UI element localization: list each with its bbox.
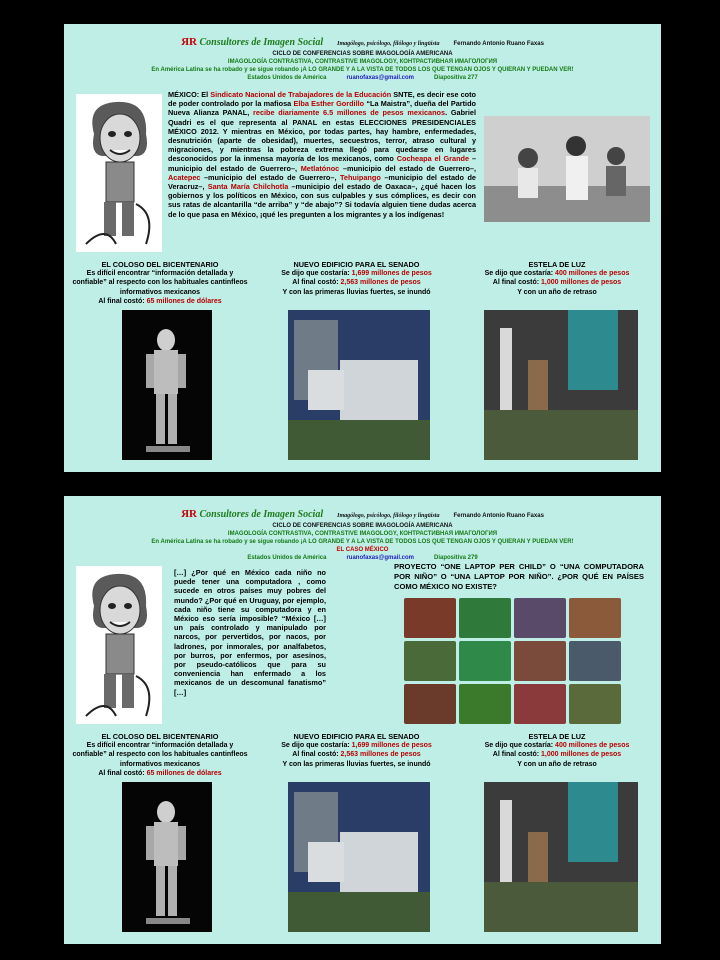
senate-building-photo xyxy=(288,310,430,460)
olpc-photo xyxy=(404,598,456,638)
planned-cost: 400 millones de pesos xyxy=(555,270,630,278)
planned-cost: 1,699 millones de pesos xyxy=(351,742,432,750)
slide-header xyxy=(64,508,661,562)
olpc-photo xyxy=(514,641,566,681)
olpc-photo-grid xyxy=(404,598,622,726)
final-cost: 65 millones de dólares xyxy=(146,769,222,777)
col-title: ESTELA DE LUZ xyxy=(528,732,586,741)
olpc-photo xyxy=(459,598,511,638)
caricature-image xyxy=(76,566,162,724)
col-title: NUEVO EDIFICIO PARA EL SENADO xyxy=(293,732,420,741)
col-title: ESTELA DE LUZ xyxy=(528,260,586,269)
children-photo xyxy=(484,116,650,222)
olpc-photo xyxy=(514,598,566,638)
conference-cycle: CICLO DE CONFERENCIAS SOBRE IMAGOLOGÍA AMERICANA xyxy=(272,51,453,57)
location: Estados Unidos de América xyxy=(247,75,327,81)
col-coloso: EL COLOSO DEL BICENTENARIO Es difícil encontrar “información detallada y confiable” al respecto con los habituales cantinfleos informativos mexicanos Al final costó: 65 millones de dólares xyxy=(70,260,250,306)
col-estela: ESTELA DE LUZ Se dijo que costaría: 400 millones de pesos Al final costó: 1,000 millones de pesos Y con un año de retraso xyxy=(464,260,650,297)
olpc-title: PROYECTO “ONE LAPTOP PER CHILD” O “UNA COMPUTADORA POR NIÑO” O “UNA LAPTOP POR NIÑO”. ¿POR QUÉ EN PAÍSES COMO MÉXICO NO EXISTE? xyxy=(394,562,644,591)
brand-logo: ЯR Consultores de Imagen Social xyxy=(181,508,324,520)
senate-building-photo xyxy=(288,782,430,932)
slogan: En América Latina se ha robado y se sigue robando ¡A LO GRANDE Y A LA VISTA DE TODOS LOS QUE TENGAN OJOS Y QUIERAN Y PUEDAN VER! xyxy=(151,539,574,545)
slide-header xyxy=(64,36,661,82)
final-cost: 1,000 millones de pesos xyxy=(541,751,622,759)
statue-photo xyxy=(122,310,212,460)
imagology-line: IMAGOLOGÍA CONTRASTIVA, CONTRASTIVE IMAGOLOGY, КОНТРАСТИВНАЯ ИМАГОЛОГИЯ xyxy=(227,59,498,65)
imagology-line: IMAGOLOGÍA CONTRASTIVA, CONTRASTIVE IMAGOLOGY, КОНТРАСТИВНАЯ ИМАГОЛОГИЯ xyxy=(227,531,498,537)
estela-de-luz-photo xyxy=(484,782,638,932)
final-cost: 65 millones de dólares xyxy=(146,297,222,305)
final-cost: 2,563 millones de pesos xyxy=(340,279,421,287)
col-senado: NUEVO EDIFICIO PARA EL SENADO Se dijo que costaría: 1,699 millones de pesos Al final costó: 2,563 millones de pesos Y con las primeras lluvias fuertes, se inundó xyxy=(254,732,459,769)
olpc-photo xyxy=(569,684,621,724)
col-note: Y con un año de retraso xyxy=(517,760,597,768)
olpc-photo xyxy=(514,684,566,724)
col-senado: NUEVO EDIFICIO PARA EL SENADO Se dijo que costaría: 1,699 millones de pesos Al final costó: 2,563 millones de pesos Y con las primeras lluvias fuertes, se inundó xyxy=(254,260,459,297)
col-coloso: EL COLOSO DEL BICENTENARIO Es difícil encontrar “información detallada y confiable” al respecto con los habituales cantinfleos informativos mexicanos Al final costó: 65 millones de dólares xyxy=(70,732,250,778)
col-title: NUEVO EDIFICIO PARA EL SENADO xyxy=(293,260,420,269)
quote-text: […] ¿Por qué en México cada niño no puede tener una computadora , como sucede en otros países muy pobres del mundo? ¿Por qué en Uruguay, por ejemplo, cada niño tiene su computadora y en México eso sería imposible? “México […] un país controlado y manipulado por narcos, por pervertidos, por nacos, por ladrones, por inmorales, por analfabetos, por burros, por enfermos, por asesinos, por pseudo-católicos que para su conveniencia han enfermado a los mexicanos de un descomunal fanatismo” […] xyxy=(174,568,326,697)
col-title: EL COLOSO DEL BICENTENARIO xyxy=(101,260,219,269)
author-name: Fernando Antonio Ruano Faxas xyxy=(453,41,544,47)
slide-number: Diapositiva 279 xyxy=(434,555,478,561)
slide-279 xyxy=(64,496,661,944)
email-link[interactable]: ruanofaxas@gmail.com xyxy=(346,555,414,561)
estela-de-luz-photo xyxy=(484,310,638,460)
col-note: Es difícil encontrar “información detallada y confiable” al respecto con los habituales cantinfleos informativos mexicanos xyxy=(72,270,248,296)
conference-cycle: CICLO DE CONFERENCIAS SOBRE IMAGOLOGÍA AMERICANA xyxy=(272,523,453,529)
final-cost: 1,000 millones de pesos xyxy=(541,279,622,287)
col-note: Y con un año de retraso xyxy=(517,288,597,296)
olpc-photo xyxy=(404,641,456,681)
email-link[interactable]: ruanofaxas@gmail.com xyxy=(346,75,414,81)
slide-number: Diapositiva 277 xyxy=(434,75,478,81)
caricature-image xyxy=(76,94,162,252)
planned-cost: 400 millones de pesos xyxy=(555,742,630,750)
slide-277 xyxy=(64,24,661,472)
col-title: EL COLOSO DEL BICENTENARIO xyxy=(101,732,219,741)
col-estela: ESTELA DE LUZ Se dijo que costaría: 400 millones de pesos Al final costó: 1,000 millones de pesos Y con un año de retraso xyxy=(464,732,650,769)
final-cost: 2,563 millones de pesos xyxy=(340,751,421,759)
case-title: EL CASO MÉXICO xyxy=(336,547,389,553)
slogan: En América Latina se ha robado y se sigue robando ¡A LO GRANDE Y A LA VISTA DE TODOS LOS QUE TENGAN OJOS Y QUIERAN Y PUEDAN VER! xyxy=(151,67,574,73)
col-note: Es difícil encontrar “información detallada y confiable” al respecto con los habituales cantinfleos informativos mexicanos xyxy=(72,742,248,768)
olpc-photo xyxy=(569,598,621,638)
olpc-photo xyxy=(404,684,456,724)
planned-cost: 1,699 millones de pesos xyxy=(351,270,432,278)
author-profession: Imagólogo, psicólogo, filólogo y lingüista xyxy=(337,513,440,519)
olpc-photo xyxy=(459,641,511,681)
col-note: Y con las primeras lluvias fuertes, se inundó xyxy=(282,760,431,768)
author-profession: Imagólogo, psicólogo, filólogo y lingüista xyxy=(337,41,440,47)
author-name: Fernando Antonio Ruano Faxas xyxy=(453,513,544,519)
article-text: MÉXICO: El Sindicato Nacional de Trabajadores de la Educación SNTE, es decir ese coto de poder controlado por la mafiosa Elba Esther Gordillo “La Maistra”, dueña del Partido Nueva Alianza PANAL, recibe diariamente 6.5 millones de pesos mexicanos. Gabriel Quadri es el que representa al PANAL en estas ELECCIONES PRESIDENCIALES MÉXICO 2012. Y mientras en México, por todas partes, hay hambre, enfermedades, desnutrición (aparte de obesidad), muertes, secuestros, terror, atraso cultural y migraciones, y mientras la pobreza extrema llegó para quedarse en lugares desconocidos por la inmensa mayoría de los mexicanos, como Cocheapa el Grande –municipio del estado de Guerrero–, Metlatónoc –municipio del estado de Guerrero–, Acatepec –municipio del estado de Guerrero–, Tehuipango –municipio del estado de Veracruz–, Santa María Chilchotla –municipio del estado de Oaxaca–, ¿qué hacen los gobiernos y los políticos en México, con sus culpables y sus cómplices, es decir con sus ratas de alcantarilla “de arriba” y “de abajo”? Si todavía alguien tiene dudas acerca de lo que pasa en México, ¡qué les pregunten a los migrantes y a los indígenas! xyxy=(168,90,477,219)
statue-photo xyxy=(122,782,212,932)
brand-logo: ЯR Consultores de Imagen Social xyxy=(181,36,324,48)
olpc-photo xyxy=(459,684,511,724)
olpc-photo xyxy=(569,641,621,681)
location: Estados Unidos de América xyxy=(247,555,327,561)
col-note: Y con las primeras lluvias fuertes, se inundó xyxy=(282,288,431,296)
